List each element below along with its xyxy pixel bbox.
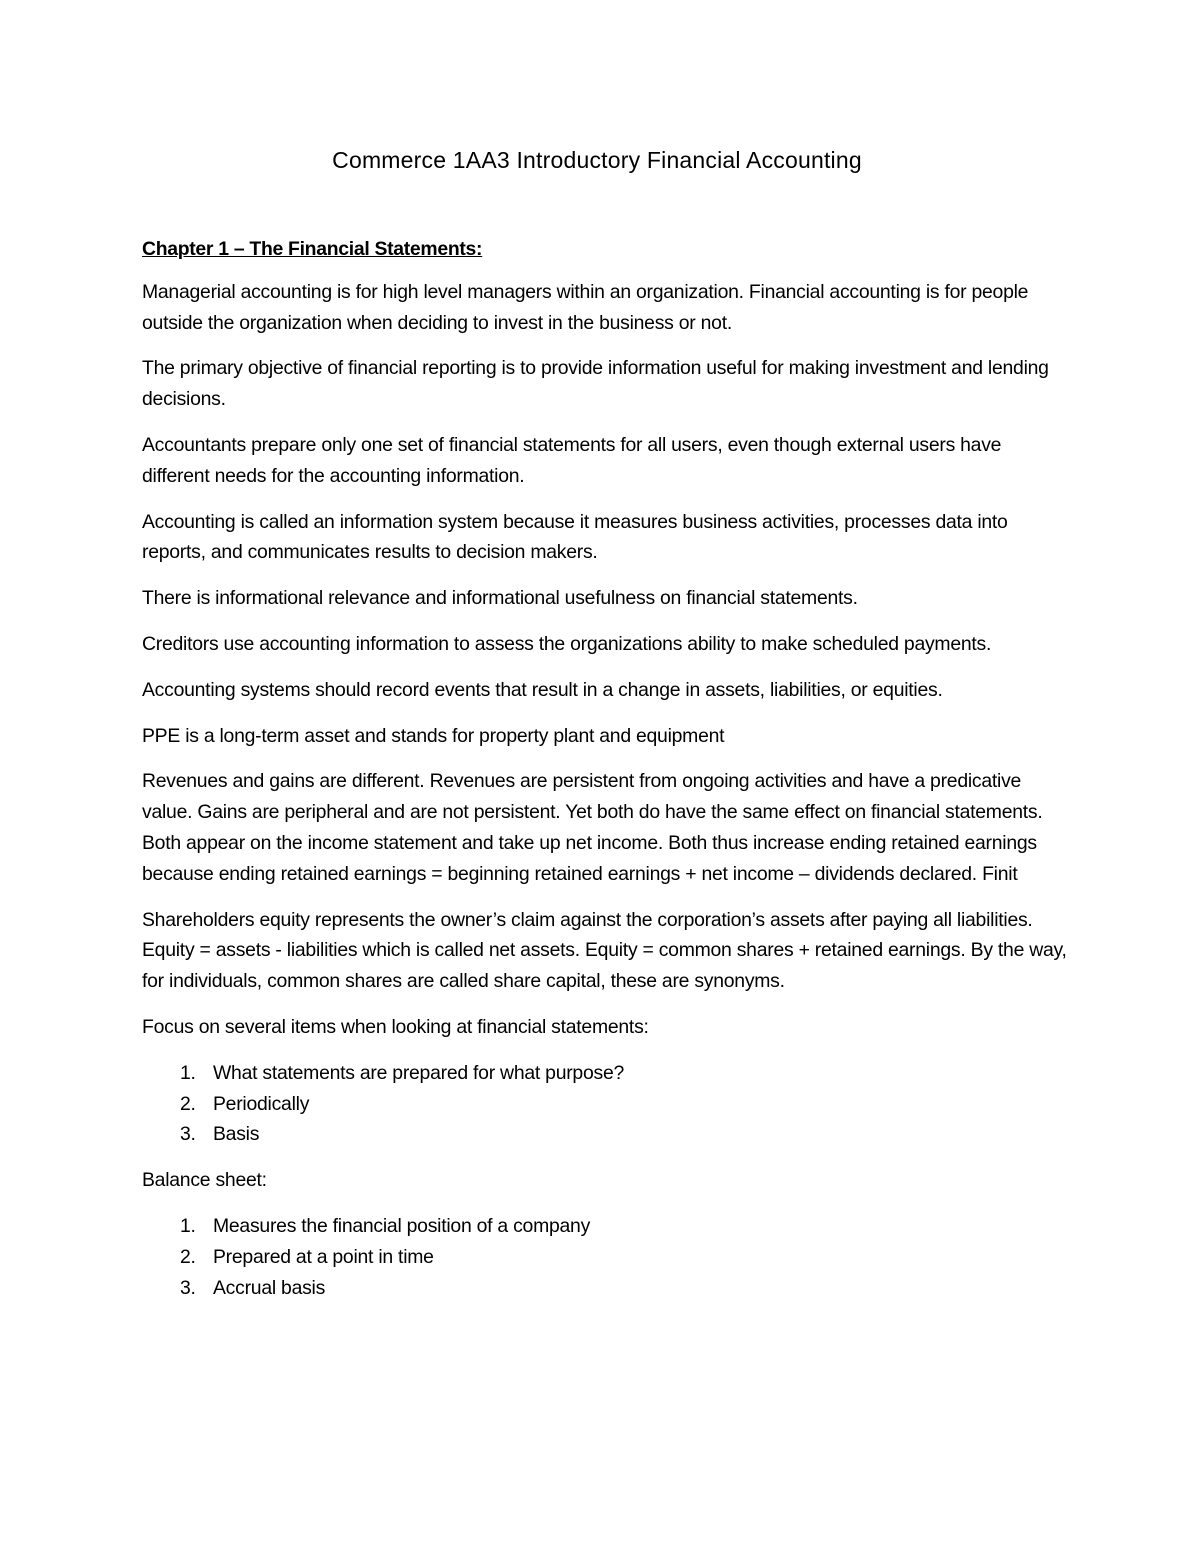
list-text: What statements are prepared for what purpose? (213, 1061, 625, 1084)
balance-sheet-intro: Balance sheet: (142, 1169, 267, 1192)
paragraph: Managerial accounting is for high level managers within an organization. Financial accounting is for people outside the organization when deciding to invest in the business or not. (142, 280, 1029, 334)
paragraph: Revenues and gains are different. Revenues are persistent from ongoing activities and have a predicative value. Gains are peripheral and are not persistent. Yet both do have the same effect on financial statements. Both appear on the income statement and take up net income. Both thus increase ending retained earnings because ending retained earnings = beginning retained earnings + net income – dividends declared. Finit (142, 770, 1043, 885)
paragraph: The primary objective of financial reporting is to provide information useful for making investment and lending decisions. (142, 357, 1049, 411)
list-text: Prepared at a point in time (213, 1245, 434, 1268)
document-title: Commerce 1AA3 Introductory Financial Accounting (332, 147, 862, 173)
list-item (142, 1211, 1067, 1242)
paragraph: Creditors use accounting information to assess the organizations ability to make scheduled payments. (142, 632, 992, 655)
list-number: 2. (180, 1092, 196, 1115)
list-item (142, 1089, 1067, 1120)
list-item (142, 1242, 1067, 1273)
list-number: 2. (180, 1245, 196, 1268)
list-text: Measures the financial position of a company (213, 1214, 591, 1237)
list-number: 3. (180, 1276, 196, 1299)
list-text: Accrual basis (213, 1276, 326, 1299)
list-number: 1. (180, 1214, 196, 1237)
paragraph: There is informational relevance and informational usefulness on financial statements. (142, 587, 858, 610)
list-item (142, 1058, 1067, 1089)
list-item (142, 1119, 1067, 1150)
focus-list (142, 1058, 1067, 1150)
list-item (142, 1273, 1067, 1304)
document-body (142, 234, 1067, 1318)
list-number: 1. (180, 1061, 196, 1084)
paragraph: Accountants prepare only one set of financial statements for all users, even though external users have different needs for the accounting information. (142, 433, 1002, 487)
paragraph: Shareholders equity represents the owner’s claim against the corporation’s assets after paying all liabilities. Equity = assets - liabilities which is called net assets. Equity = common shares + retained earnings. By the way, for individuals, common shares are called share capital, these are synonyms. (142, 908, 1067, 993)
paragraph: Accounting is called an information system because it measures business activities, processes data into reports, and communicates results to decision makers. (142, 510, 1008, 564)
focus-intro: Focus on several items when looking at financial statements: (142, 1015, 649, 1038)
chapter-heading: Chapter 1 – The Financial Statements: (142, 238, 483, 260)
paragraph: Accounting systems should record events that result in a change in assets, liabilities, or equities. (142, 678, 943, 701)
paragraph: PPE is a long-term asset and stands for property plant and equipment (142, 724, 725, 747)
list-text: Periodically (213, 1092, 310, 1115)
list-text: Basis (213, 1123, 260, 1146)
list-number: 3. (180, 1123, 196, 1146)
balance-sheet-list (142, 1211, 1067, 1303)
